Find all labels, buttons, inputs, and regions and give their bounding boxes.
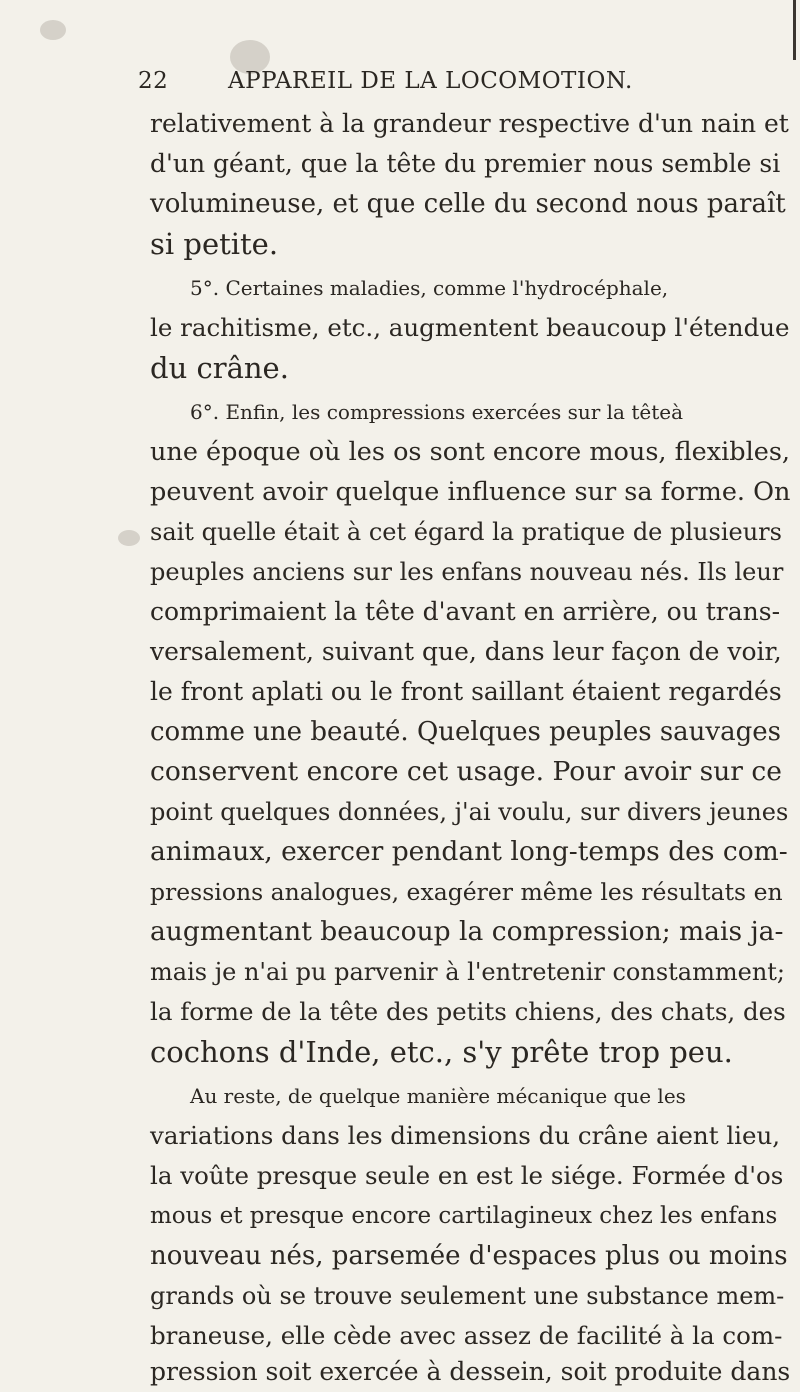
text-line: nouveau nés, parsemée d'espaces plus ou moins (150, 1241, 788, 1271)
text-line: du crâne. (150, 351, 289, 385)
text-line: une époque où les os sont encore mous, flexibles, (150, 437, 791, 467)
text-line: grands où se trouve seulement une substance mem- (150, 1282, 785, 1310)
text-line: mous et presque encore cartilagineux chez les enfans (150, 1203, 778, 1229)
text-line: relativement à la grandeur respective d'un nain et (150, 109, 789, 138)
text-line: comme une beauté. Quelques peuples sauvages (150, 717, 781, 747)
text-line: pressions analogues, exagérer même les résultats en (150, 878, 783, 906)
text-line: pression soit exercée à dessein, soit produite dans (150, 1357, 791, 1386)
text-line: peuples anciens sur les enfans nouveau nés. Ils leur (150, 558, 784, 586)
text-line: point quelques données, j'ai voulu, sur divers jeunes (150, 798, 789, 826)
text-line: la forme de la tête des petits chiens, des chats, des (150, 997, 786, 1026)
text-line: d'un géant, que la tête du premier nous semble si (150, 149, 781, 178)
text-line: conservent encore cet usage. Pour avoir sur ce (150, 756, 782, 787)
ink-smudge (118, 530, 140, 546)
text-line: braneuse, elle cède avec assez de facilité à la com- (150, 1321, 783, 1350)
text-line: 5°. Certaines maladies, comme l'hydrocéphale, (190, 276, 669, 300)
text-line: variations dans les dimensions du crâne aient lieu, (150, 1121, 781, 1150)
text-line: versalement, suivant que, dans leur façon de voir, (150, 637, 782, 666)
text-line: augmentant beaucoup la compression; mais ja- (150, 916, 784, 947)
text-line: cochons d'Inde, etc., s'y prête trop peu. (150, 1035, 733, 1069)
page-header (138, 68, 698, 102)
text-line: la voûte presque seule en est le siége. Formée d'os (150, 1161, 784, 1190)
text-line: sait quelle était à cet égard la pratique de plusieurs (150, 518, 782, 546)
page-number: 22 (138, 68, 169, 94)
text-line: si petite. (150, 227, 279, 261)
text-line: animaux, exercer pendant long-temps des com- (150, 836, 788, 867)
text-line: peuvent avoir quelque influence sur sa forme. On (150, 477, 791, 507)
text-line: comprimaient la tête d'avant en arrière, ou trans- (150, 597, 781, 626)
text-line: 6°. Enfin, les compressions exercées sur la têteà (190, 400, 683, 424)
text-line: volumineuse, et que celle du second nous paraît (150, 189, 786, 219)
ink-smudge (40, 20, 66, 40)
text-line: le front aplati ou le front saillant étaient regardés (150, 677, 782, 706)
running-title: APPAREIL DE LA LOCOMOTION. (228, 68, 633, 94)
page-edge-shadow (793, 0, 796, 60)
text-line: le rachitisme, etc., augmentent beaucoup l'étendue (150, 313, 790, 342)
text-line: mais je n'ai pu parvenir à l'entretenir constamment; (150, 958, 786, 986)
text-line: Au reste, de quelque manière mécanique que les (190, 1084, 686, 1108)
